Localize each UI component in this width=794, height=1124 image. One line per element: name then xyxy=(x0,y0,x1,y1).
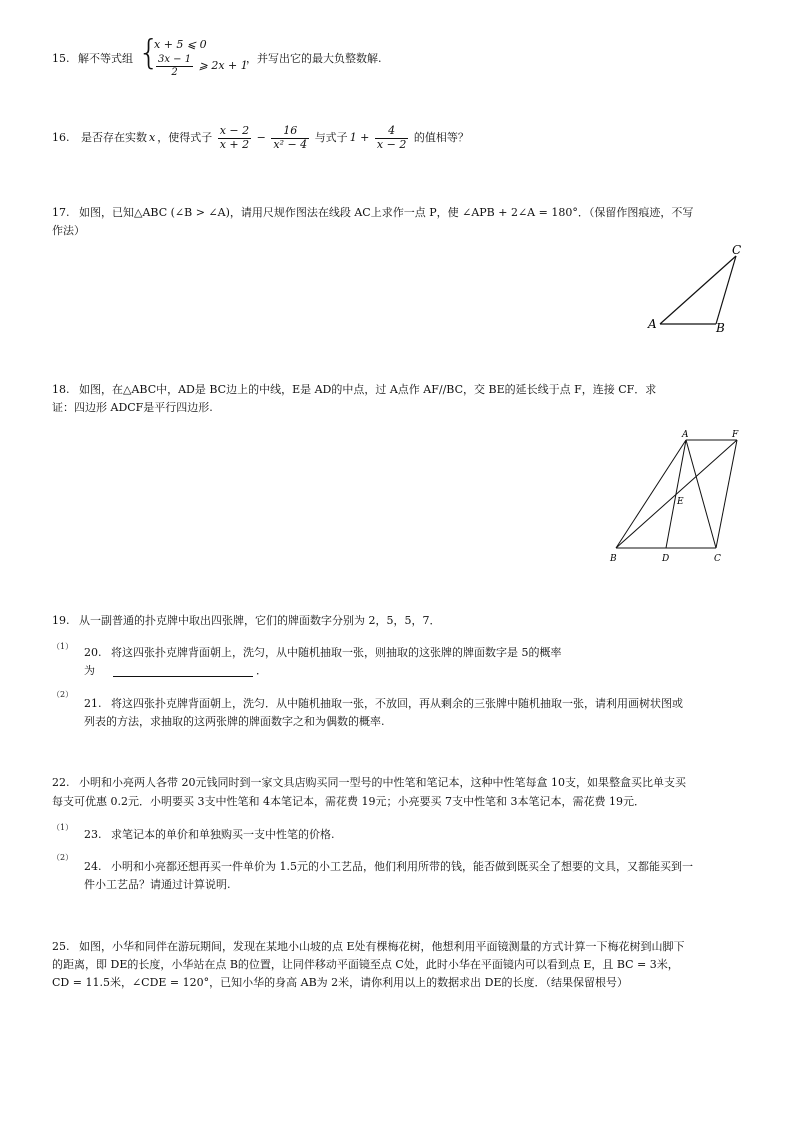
q17-text1: 如图，已知△ABC (∠B > ∠A)，请用尺规作图法在线段 AC上求作一点 P，使 ∠APB + 2∠A = 180°．（保留作图痕迹，不写 xyxy=(79,206,694,219)
q16-var: x xyxy=(149,131,156,145)
q19-text: 从一副普通的扑克牌中取出四张牌，它们的牌面数字分别为 2，5，5，7． xyxy=(79,614,441,627)
q17-side-ac xyxy=(660,256,736,324)
q17-label-b: B xyxy=(716,321,725,335)
q16-minus: − xyxy=(256,131,266,145)
q22-sub2-text1: 小明和小亮都还想再买一件单价为 1.5元的小工艺品，他们利用所带的钱，能否做到既买全了想要的文具，又都能买到一 xyxy=(111,860,693,873)
q18-line1 xyxy=(52,383,656,396)
q19-answer-blank[interactable] xyxy=(113,666,253,677)
q18-label-d: D xyxy=(662,554,670,564)
q16-frac2-den: x² − 4 xyxy=(273,137,308,151)
q22-sub2-line2: 件小工艺品？请通过计算说明. xyxy=(84,878,231,891)
q16-with-text: 与式子 xyxy=(314,131,348,145)
q16-mid: ，使得式子 xyxy=(157,131,213,145)
q22-sub1-text: 求笔记本的单价和单独购买一支中性笔的价格. xyxy=(111,828,335,841)
q16-one-plus: 1 + xyxy=(349,131,370,145)
q15-inequality-1: x + 5 ⩽ 0 xyxy=(154,38,207,51)
q19-sub1-line1 xyxy=(84,646,562,659)
q16-frac1-num: x − 2 xyxy=(219,124,250,137)
q17-triangle-figure xyxy=(640,240,750,335)
q22-number: 22. xyxy=(52,776,70,789)
q22-sub1-tag: （1） xyxy=(52,823,74,832)
q18-label-a: A xyxy=(682,430,689,440)
q19-sub1-text: 将这四张扑克牌背面朝上，洗匀，从中随机抽取一张，则抽取的这张牌的牌面数字是 5的概率 xyxy=(111,646,562,659)
q15-ineq2-rest: ⩾ 2x + 1 xyxy=(198,59,248,72)
q16-frac3-num: 4 xyxy=(375,125,408,139)
q18-label-c: C xyxy=(714,554,721,564)
q16-number: 16. xyxy=(52,131,70,145)
q18-text1: 如图，在△ABC中，AD是 BC边上的中线，E是 AD的中点，过 A点作 AF//BC，交 BE的延长线于点 F，连接 CF．求 xyxy=(79,383,657,396)
q19-sub1-prefix: 为 xyxy=(84,664,95,677)
q17-line2: 作法） xyxy=(52,224,85,237)
q16-tail: 的值相等？ xyxy=(413,131,469,145)
q25-number: 25. xyxy=(52,940,70,953)
q22-line1 xyxy=(52,776,686,789)
q22-sub2-line1 xyxy=(84,860,693,873)
q19-sub2-number: 21. xyxy=(84,697,102,710)
q25-line1 xyxy=(52,940,685,953)
q16-frac2-num: 16 xyxy=(271,125,309,139)
q22-sub1-line xyxy=(84,828,335,841)
q16-frac1-den: x + 2 xyxy=(219,137,250,151)
q16-lead: 是否存在实数 xyxy=(81,131,147,145)
q17-label-c: C xyxy=(732,243,742,257)
q19-line xyxy=(52,614,441,627)
q19-sub2-tag: （2） xyxy=(52,690,74,699)
q22-sub2-number: 24. xyxy=(84,860,102,873)
q19-sub1-tag: （1） xyxy=(52,642,74,651)
q22-sub1-number: 23. xyxy=(84,828,102,841)
q25-text1: 如图，小华和同伴在游玩期间，发现在某地小山坡的点 E处有棵梅花树，他想利用平面镜测量的方式计算一下梅花树到山脚下 xyxy=(79,940,685,953)
q19-sub2-line1 xyxy=(84,697,683,710)
q15-inequality-2 xyxy=(154,54,248,78)
q18-label-b: B xyxy=(610,554,617,564)
q17-side-bc xyxy=(716,256,736,324)
q15-brace-icon: { xyxy=(138,33,160,73)
q19-sub2-line2: 列表的方法，求抽取的这两张牌的牌面数字之和为偶数的概率. xyxy=(84,715,385,728)
q18-segment-ac xyxy=(686,440,716,548)
q15-tail: ，并写出它的最大负整数解. xyxy=(246,52,382,65)
q25-line2: 的距离，即 DE的长度，小华站在点 B的位置，让同伴移动平面镜至点 C处，此时小华在平面镜内可以看到点 E，且 BC = 3米， xyxy=(52,958,679,971)
q17-number: 17. xyxy=(52,206,70,219)
q19-sub1-suffix: ． xyxy=(256,664,267,677)
q18-line2: 证：四边形 ADCF是平行四边形. xyxy=(52,401,213,414)
q15-number: 15. xyxy=(52,52,70,65)
q17-label-a: A xyxy=(648,317,657,331)
q19-sub2-text1: 将这四张扑克牌背面朝上，洗匀．从中随机抽取一张，不放回，再从剩余的三张牌中随机抽取一张，请利用画树状图或 xyxy=(111,697,683,710)
q19-number: 19. xyxy=(52,614,70,627)
q22-sub2-tag: （2） xyxy=(52,853,74,862)
q16-frac3-den: x − 2 xyxy=(376,137,407,151)
q15-ineq2-denominator: 2 xyxy=(171,66,178,78)
q25-line3: CD = 11.5米，∠CDE = 120°，已知小华的身高 AB为 2米，请你利用以上的数据求出 DE的长度．（结果保留根号） xyxy=(52,976,628,989)
q19-sub1-line2 xyxy=(84,664,267,677)
q18-label-f: F xyxy=(732,430,739,440)
q17-line1 xyxy=(52,206,693,219)
q22-line2: 每支可优惠 0.2元．小明要买 3支中性笔和 4本笔记本，需花费 19元；小亮要买 7支中性笔和 3本笔记本，需花费 19元． xyxy=(52,795,645,808)
q18-label-e: E xyxy=(677,497,684,507)
q19-sub1-number: 20. xyxy=(84,646,102,659)
q18-number: 18. xyxy=(52,383,70,396)
q15-ineq2-numerator: 3x − 1 xyxy=(158,54,192,65)
q16-line xyxy=(52,125,469,151)
q22-text1: 小明和小亮两人各带 20元钱同时到一家文具店购买同一型号的中性笔和笔记本，这种中性笔每盒 10支，如果整盒买比单支买 xyxy=(79,776,686,789)
q18-parallelogram-figure xyxy=(600,425,760,570)
q15-lead: 解不等式组 xyxy=(78,52,133,65)
